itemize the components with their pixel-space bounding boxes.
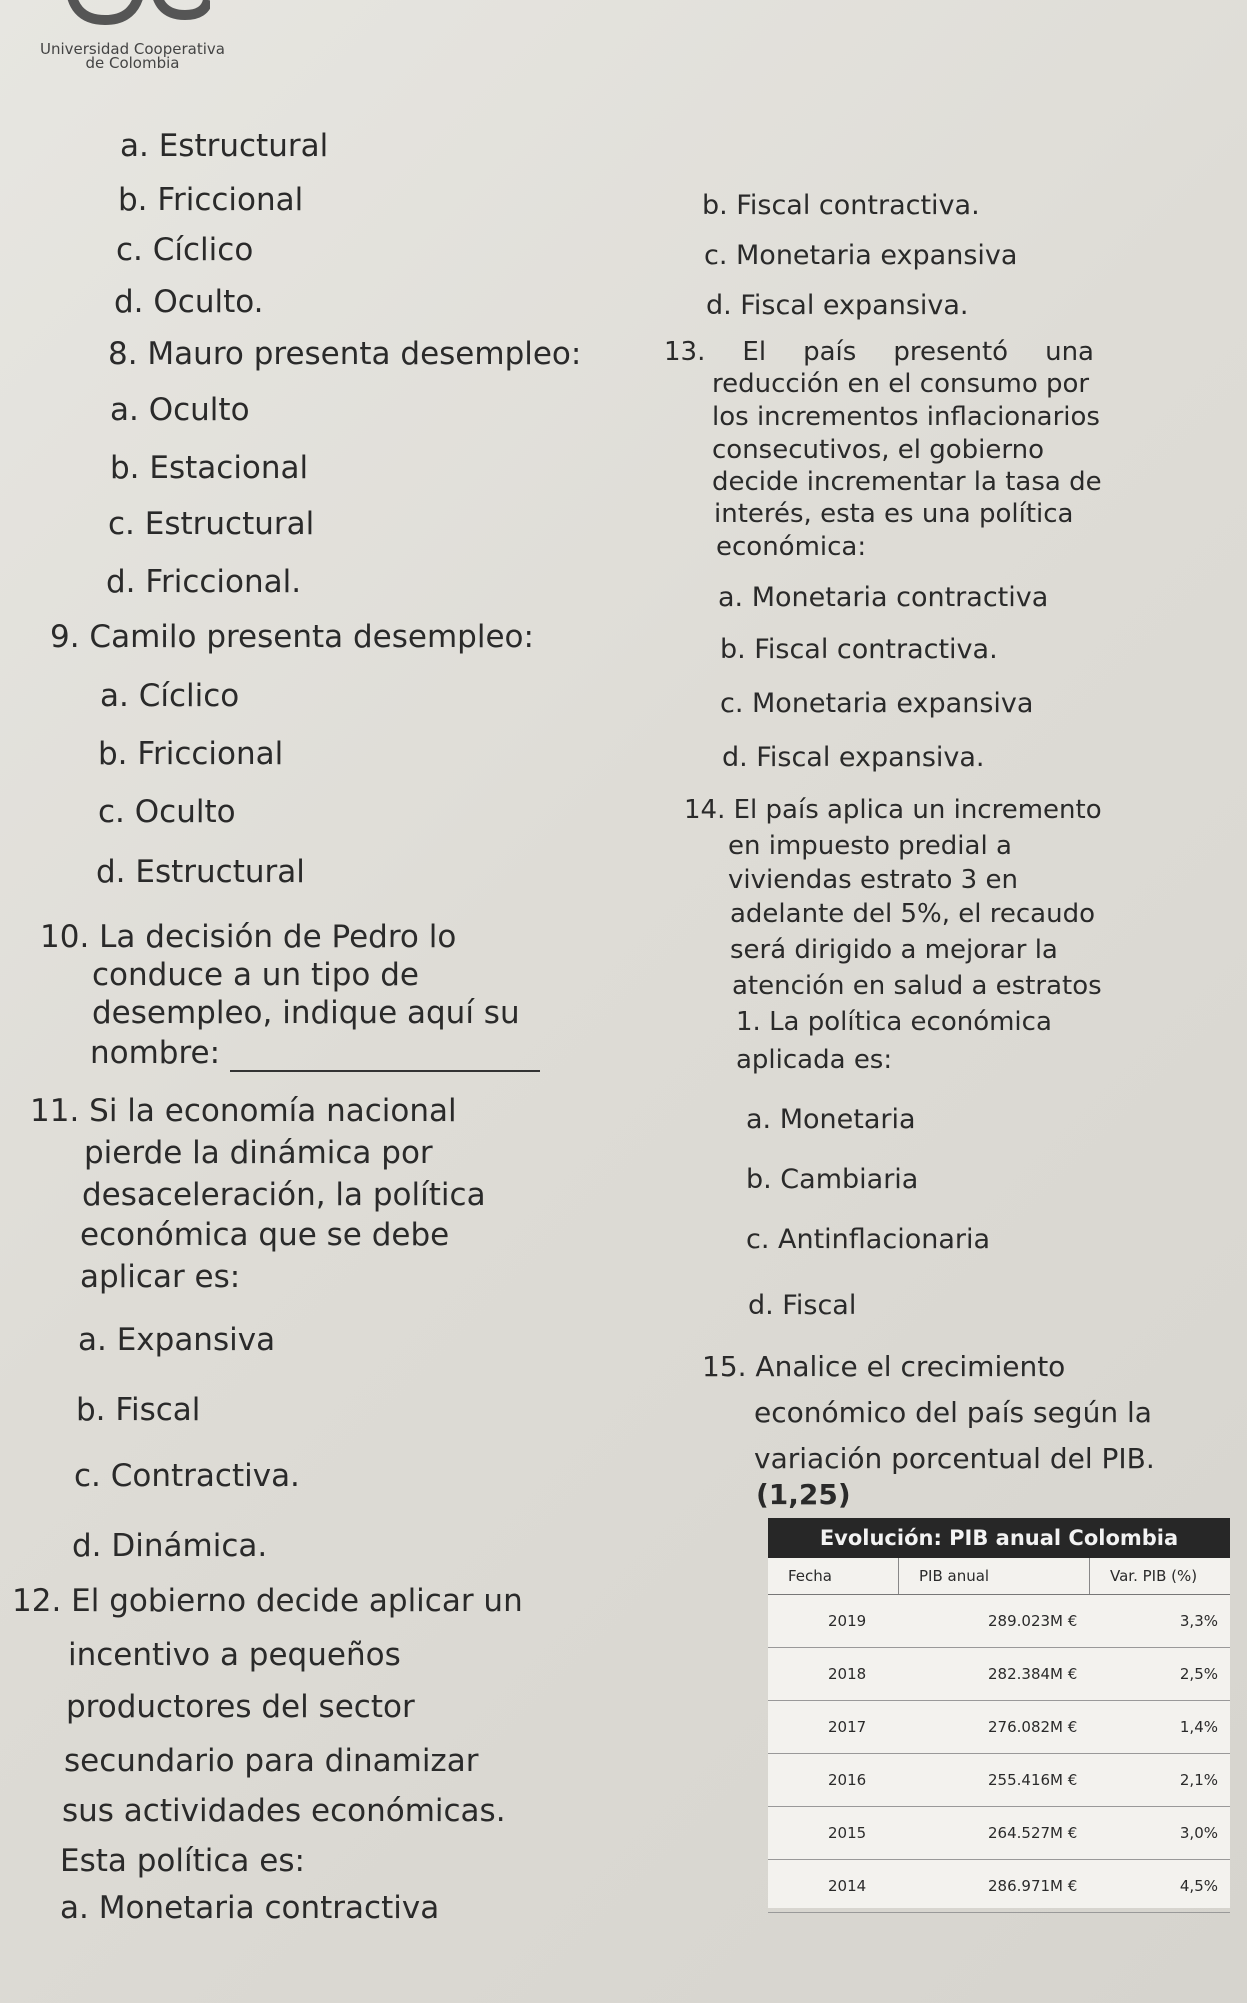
q9-option-b: b. Friccional xyxy=(98,736,284,772)
q14-line-1: 14. El país aplica un incremento xyxy=(684,795,1102,825)
q13-line-4: consecutivos, el gobierno xyxy=(712,435,1045,465)
q9-option-c: c. Oculto xyxy=(98,794,236,830)
q12-line-4: secundario para dinamizar xyxy=(64,1743,479,1779)
row-var: 2,1% xyxy=(1179,1771,1218,1789)
header-var: Var. PIB (%) xyxy=(1110,1567,1198,1585)
q14-line-7: 1. La política económica xyxy=(736,1007,1052,1037)
q8-text: 8. Mauro presenta desempleo: xyxy=(108,336,582,372)
q11-line-4: económica que se debe xyxy=(80,1217,450,1253)
q10-line-1: 10. La decisión de Pedro lo xyxy=(40,919,457,955)
row-var: 1,4% xyxy=(1179,1718,1218,1736)
table-row xyxy=(768,1860,1230,1913)
q9-option-a: a. Cíclico xyxy=(100,678,240,714)
q10-line-3: desempleo, indique aquí su xyxy=(92,995,520,1031)
q15-line-3: variación porcentual del PIB. xyxy=(754,1442,1155,1475)
row-pib: 282.384M € xyxy=(988,1665,1078,1683)
q13-line-6: interés, esta es una política xyxy=(714,499,1074,529)
row-var: 2,5% xyxy=(1179,1665,1218,1683)
table-row xyxy=(768,1648,1230,1701)
q14-line-8: aplicada es: xyxy=(736,1045,893,1075)
q12-line-6: Esta política es: xyxy=(60,1843,305,1879)
q8-option-b: b. Estacional xyxy=(110,450,309,486)
row-pib: 255.416M € xyxy=(988,1771,1078,1789)
q7-option-b: b. Friccional xyxy=(118,182,304,218)
q12-option-b: b. Fiscal contractiva. xyxy=(702,190,980,221)
row-pib: 264.527M € xyxy=(988,1824,1078,1842)
q9-text: 9. Camilo presenta desempleo: xyxy=(50,619,534,655)
q12-option-d: d. Fiscal expansiva. xyxy=(706,290,969,321)
q15-line-1: 15. Analice el crecimiento xyxy=(702,1350,1066,1383)
table-row xyxy=(768,1595,1230,1648)
q10-line-2: conduce a un tipo de xyxy=(92,957,419,993)
q12-option-a: a. Monetaria contractiva xyxy=(60,1890,440,1926)
q8-option-c: c. Estructural xyxy=(108,506,315,542)
row-year: 2017 xyxy=(828,1718,867,1736)
q11-line-5: aplicar es: xyxy=(80,1259,241,1295)
q13-option-b: b. Fiscal contractiva. xyxy=(720,634,998,665)
q12-line-1: 12. El gobierno decide aplicar un xyxy=(12,1583,523,1619)
q15-points: (1,25) xyxy=(756,1478,851,1511)
table-row xyxy=(768,1701,1230,1754)
table-title: Evolución: PIB anual Colombia xyxy=(768,1518,1230,1558)
q14-option-d: d. Fiscal xyxy=(748,1290,857,1321)
q14-option-b: b. Cambiaria xyxy=(746,1164,919,1195)
table-row xyxy=(768,1807,1230,1860)
q11-line-3: desaceleración, la política xyxy=(82,1177,486,1213)
q14-line-3: viviendas estrato 3 en xyxy=(728,865,1018,895)
q11-line-2: pierde la dinámica por xyxy=(84,1135,433,1171)
row-var: 3,3% xyxy=(1179,1612,1218,1630)
q14-line-5: será dirigido a mejorar la xyxy=(730,935,1058,965)
table-header xyxy=(768,1558,1230,1595)
q10-line-4: nombre: xyxy=(90,1035,221,1071)
q14-line-4: adelante del 5%, el recaudo xyxy=(730,899,1096,929)
row-pib: 286.971M € xyxy=(988,1877,1078,1895)
q11-option-d: d. Dinámica. xyxy=(72,1528,268,1564)
q7-option-d: d. Oculto. xyxy=(114,284,264,320)
q13-option-a: a. Monetaria contractiva xyxy=(718,582,1049,613)
q7-option-c: c. Cíclico xyxy=(116,232,254,268)
row-year: 2014 xyxy=(828,1877,867,1895)
row-year: 2015 xyxy=(828,1824,867,1842)
q7-option-a: a. Estructural xyxy=(120,128,329,164)
q14-option-c: c. Antinflacionaria xyxy=(746,1224,991,1255)
q13-line-7: económica: xyxy=(716,532,867,562)
university-logo xyxy=(60,0,210,40)
q12-line-2: incentivo a pequeños xyxy=(68,1637,401,1673)
q13-line-1: 13. El país presentó una xyxy=(664,337,1094,367)
row-year: 2019 xyxy=(828,1612,867,1630)
pib-table xyxy=(768,1518,1230,1908)
q14-line-2: en impuesto predial a xyxy=(728,831,1012,861)
row-year: 2018 xyxy=(828,1665,867,1683)
institution-line-1: Universidad Cooperativa xyxy=(40,40,225,58)
row-var: 4,5% xyxy=(1179,1877,1218,1895)
row-pib: 289.023M € xyxy=(988,1612,1078,1630)
institution-name xyxy=(40,42,225,70)
q10-answer-line[interactable] xyxy=(90,1034,540,1072)
q11-line-1: 11. Si la economía nacional xyxy=(30,1093,457,1129)
q13-option-c: c. Monetaria expansiva xyxy=(720,688,1034,719)
q11-option-c: c. Contractiva. xyxy=(74,1458,300,1494)
answer-blank[interactable] xyxy=(230,1044,540,1072)
q11-option-b: b. Fiscal xyxy=(76,1392,201,1428)
q13-option-d: d. Fiscal expansiva. xyxy=(722,742,985,773)
q12-line-3: productores del sector xyxy=(66,1689,415,1725)
header-pib: PIB anual xyxy=(899,1558,1090,1594)
q8-option-d: d. Friccional. xyxy=(106,564,302,600)
row-pib: 276.082M € xyxy=(988,1718,1078,1736)
q8-option-a: a. Oculto xyxy=(110,392,250,428)
header-fecha: Fecha xyxy=(768,1558,899,1594)
q14-option-a: a. Monetaria xyxy=(746,1104,916,1135)
q11-option-a: a. Expansiva xyxy=(78,1322,276,1358)
institution-line-2: de Colombia xyxy=(85,54,180,72)
q12-option-c: c. Monetaria expansiva xyxy=(704,240,1018,271)
table-row xyxy=(768,1754,1230,1807)
row-var: 3,0% xyxy=(1179,1824,1218,1842)
q15-line-2: económico del país según la xyxy=(754,1396,1152,1429)
q13-line-3: los incrementos inflacionarios xyxy=(712,402,1100,432)
row-year: 2016 xyxy=(828,1771,867,1789)
q12-line-5: sus actividades económicas. xyxy=(62,1793,506,1829)
q9-option-d: d. Estructural xyxy=(96,854,305,890)
q13-line-2: reducción en el consumo por xyxy=(712,369,1090,399)
q13-line-5: decide incrementar la tasa de xyxy=(712,467,1102,497)
q14-line-6: atención en salud a estratos xyxy=(732,971,1102,1001)
